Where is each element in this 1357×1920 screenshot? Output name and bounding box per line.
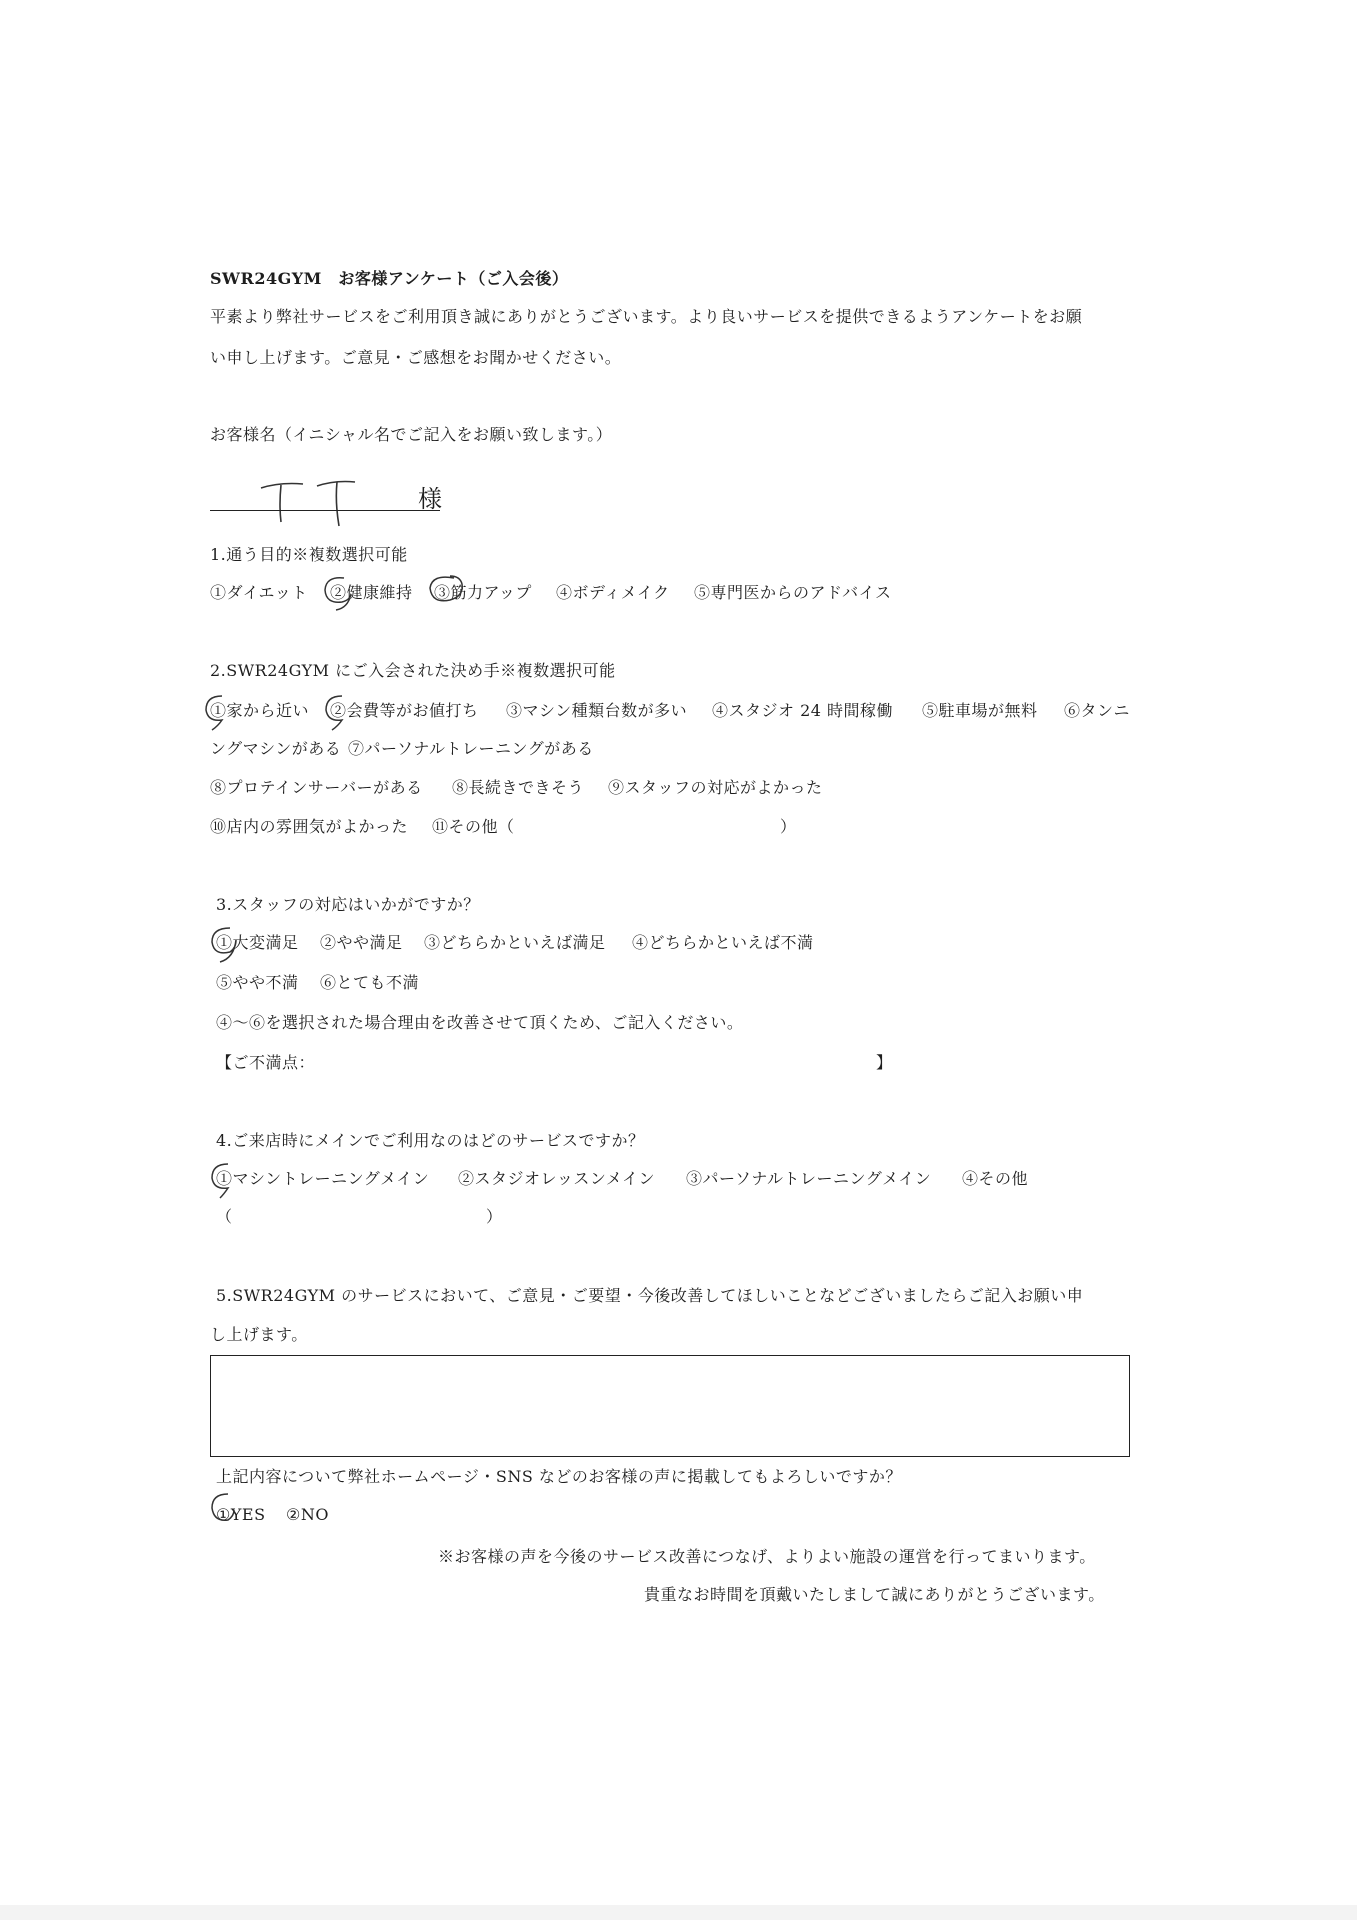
q3-complaint-close: 】 bbox=[876, 1053, 893, 1072]
q3-option-6[interactable]: ⑥とても不満 bbox=[320, 973, 420, 992]
q2-option-2-circle-mark bbox=[320, 690, 356, 732]
q4-option-3[interactable]: ③パーソナルトレーニングメイン bbox=[686, 1169, 932, 1188]
honorific: 様 bbox=[418, 485, 443, 513]
customer-name-label: お客様名（イニシャル名でご記入をお願い致します。） bbox=[210, 425, 613, 444]
q1-option-4[interactable]: ④ボディメイク bbox=[556, 583, 670, 602]
q4-option-1[interactable]: ①マシントレーニングメイン bbox=[216, 1169, 430, 1188]
q3-complaint-label: 【ご不満点： bbox=[216, 1053, 316, 1072]
name-underline bbox=[210, 510, 440, 511]
q1-option-2[interactable]: ②健康維持 bbox=[330, 583, 413, 602]
q1-option-5[interactable]: ⑤専門医からのアドバイス bbox=[694, 583, 892, 602]
q2-option-4[interactable]: ④スタジオ 24 時間稼働 bbox=[712, 701, 894, 720]
q4-option-2[interactable]: ②スタジオレッスンメイン bbox=[458, 1169, 656, 1188]
q2-option-1[interactable]: ①家から近い bbox=[210, 701, 310, 720]
q2-option-10[interactable]: ⑩店内の雰囲気がよかった bbox=[210, 817, 409, 836]
q1-heading: 1.通う目的※複数選択可能 bbox=[210, 545, 408, 564]
q3-option-1-circle-mark bbox=[206, 922, 246, 964]
q2-heading: 2.SWR24GYM にご入会された決め手※複数選択可能 bbox=[210, 661, 616, 680]
q1-option-3-circle-mark bbox=[424, 570, 470, 610]
q5-heading-line-1: 5.SWR24GYM のサービスにおいて、ご意見・ご要望・今後改善してほしいことなどございましたらご記入お願い申 bbox=[216, 1286, 1084, 1305]
q2-option-8b[interactable]: ⑧長続きできそう bbox=[452, 778, 585, 797]
intro-line-1: 平素より弊社サービスをご利用頂き誠にありがとうございます。より良いサービスを提供できるようアンケートをお願 bbox=[210, 307, 1083, 326]
q2-option-8a[interactable]: ⑧プロテインサーバーがある bbox=[210, 778, 423, 797]
q5-heading-line-2: し上げます。 bbox=[210, 1325, 308, 1344]
publish-yes-circle-mark bbox=[206, 1490, 242, 1530]
publish-question: 上記内容について弊社ホームページ・SNS などのお客様の声に掲載してもよろしいですか？ bbox=[216, 1467, 902, 1486]
q3-option-3[interactable]: ③どちらかといえば満足 bbox=[424, 933, 606, 952]
q5-comment-box[interactable] bbox=[210, 1355, 1130, 1457]
q2-option-2[interactable]: ②会費等がお値打ち bbox=[330, 701, 479, 720]
publish-option-no[interactable]: ②NO bbox=[286, 1505, 329, 1524]
q1-option-3[interactable]: ③筋力アップ bbox=[434, 583, 532, 602]
q4-option-4[interactable]: ④その他 bbox=[962, 1169, 1029, 1188]
q1-option-1[interactable]: ①ダイエット bbox=[210, 583, 308, 602]
q3-option-5[interactable]: ⑤やや不満 bbox=[216, 973, 299, 992]
q3-option-4[interactable]: ④どちらかといえば不満 bbox=[632, 933, 814, 952]
q2-option-3[interactable]: ③マシン種類台数が多い bbox=[506, 701, 688, 720]
q2-option-11[interactable]: ⑪その他（ bbox=[432, 817, 515, 836]
q4-other-open: （ bbox=[216, 1207, 233, 1226]
q2-option-1-circle-mark bbox=[200, 690, 236, 732]
q3-heading: 3.スタッフの対応はいかがですか？ bbox=[216, 895, 480, 914]
footer-line-2: 貴重なお時間を頂戴いたしまして誠にありがとうございます。 bbox=[644, 1585, 1105, 1604]
survey-title: SWR24GYM お客様アンケート（ご入会後） bbox=[210, 269, 569, 288]
q3-note: ④～⑥を選択された場合理由を改善させて頂くため、ご記入ください。 bbox=[216, 1013, 744, 1032]
footer-line-1: ※お客様の声を今後のサービス改善につなげ、よりよい施設の運営を行ってまいります。 bbox=[438, 1547, 1096, 1566]
q3-option-1[interactable]: ①大変満足 bbox=[216, 933, 299, 952]
q2-option-9[interactable]: ⑨スタッフの対応がよかった bbox=[608, 778, 823, 797]
q2-option-7[interactable]: ⑦パーソナルトレーニングがある bbox=[348, 739, 594, 758]
scan-edge bbox=[0, 1905, 1357, 1920]
handwritten-initials bbox=[255, 470, 375, 530]
q1-option-2-circle-mark bbox=[320, 572, 358, 612]
q4-heading: 4.ご来店時にメインでご利用なのはどのサービスですか？ bbox=[216, 1131, 645, 1150]
q2-option-6-cont[interactable]: ングマシンがある bbox=[210, 739, 342, 758]
intro-line-2: い申し上げます。ご意見・ご感想をお聞かせください。 bbox=[210, 348, 622, 367]
q2-option-11-close: ） bbox=[780, 817, 797, 836]
q4-other-close: ） bbox=[486, 1207, 503, 1226]
q3-option-2[interactable]: ②やや満足 bbox=[320, 933, 403, 952]
q4-option-1-circle-mark bbox=[206, 1158, 242, 1200]
q2-option-5[interactable]: ⑤駐車場が無料 bbox=[922, 701, 1038, 720]
q2-option-6[interactable]: ⑥タンニ bbox=[1064, 701, 1131, 720]
publish-option-yes[interactable]: ①YES bbox=[216, 1505, 266, 1524]
